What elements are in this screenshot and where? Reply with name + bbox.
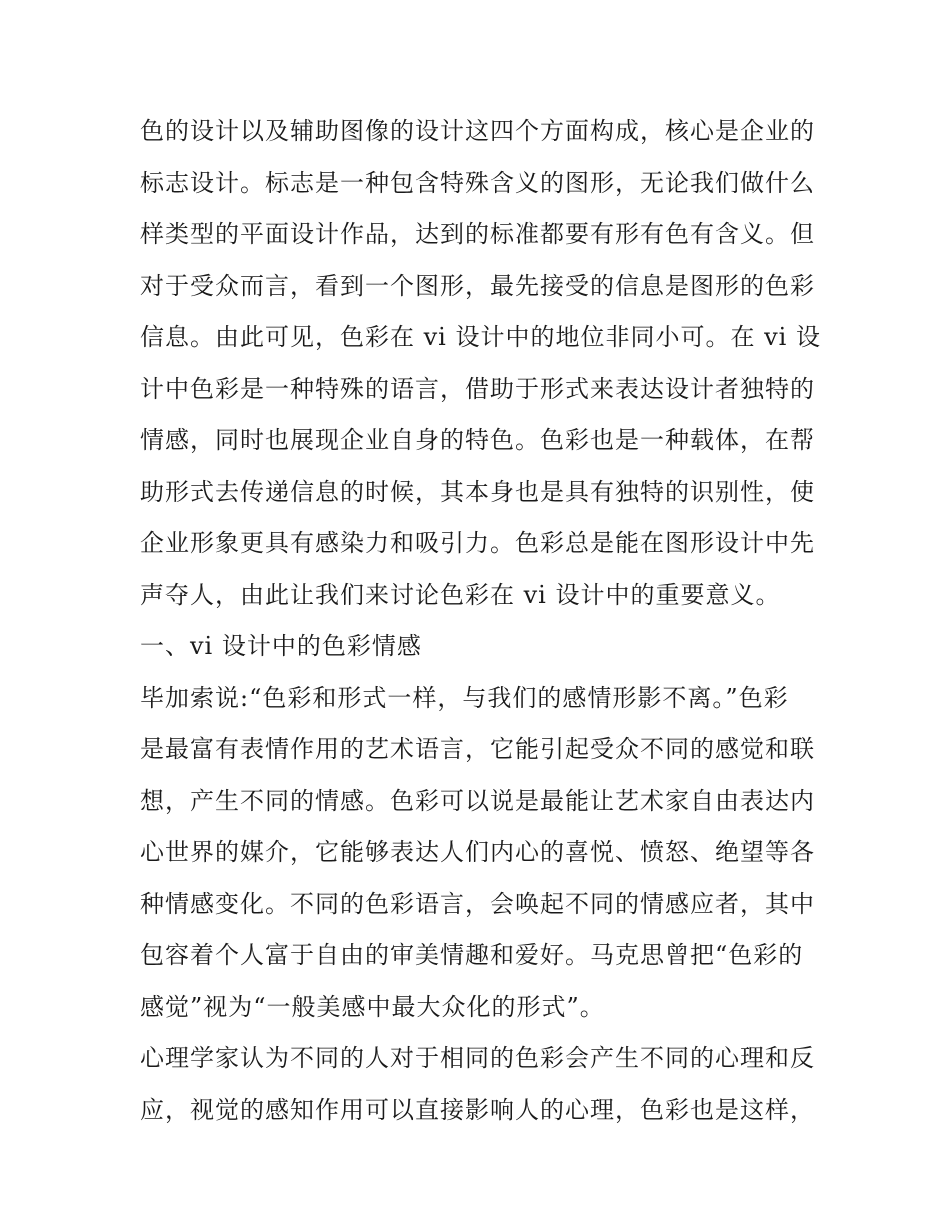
text-line: 情感，同时也展现企业自身的特色。色彩也是一种载体，在帮: [140, 426, 815, 454]
text-line: 样类型的平面设计作品，达到的标准都要有形有色有含义。但: [140, 220, 815, 248]
text-line: 是最富有表情作用的艺术语言，它能引起受众不同的感觉和联: [140, 735, 815, 763]
text-line: 信息。由此可见，色彩在 vi 设计中的地位非同小可。在 vi 设: [140, 323, 821, 351]
text-line: 对于受众而言，看到一个图形，最先接受的信息是图形的色彩: [140, 271, 815, 300]
text-line: 应，视觉的感知作用可以直接影响人的心理，色彩也是这样，: [140, 1095, 815, 1124]
section-heading: 一、vi 设计中的色彩情感: [140, 632, 422, 660]
text-line: 标志设计。标志是一种包含特殊含义的图形，无论我们做什么: [140, 168, 815, 197]
text-line: 心世界的媒介，它能够表达人们内心的喜悦、愤怒、绝望等各: [140, 838, 815, 866]
text-line: 企业形象更具有感染力和吸引力。色彩总是能在图形设计中先: [140, 529, 815, 557]
text-line: 色的设计以及辅助图像的设计这四个方面构成，核心是企业的: [140, 117, 815, 145]
text-line: 毕加索说:“色彩和形式一样，与我们的感情形影不离。”色彩: [140, 683, 789, 712]
text-line: 种情感变化。不同的色彩语言，会唤起不同的情感应者，其中: [140, 889, 815, 918]
text-line: 包容着个人富于自由的审美情趣和爱好。马克思曾把“色彩的: [140, 941, 804, 969]
text-line: 心理学家认为不同的人对于相同的色彩会产生不同的心理和反: [140, 1044, 815, 1072]
text-line: 感觉”视为“一般美感中最大众化的形式”。: [140, 992, 605, 1021]
text-line: 计中色彩是一种特殊的语言，借助于形式来表达设计者独特的: [140, 374, 815, 403]
text-line: 想，产生不同的情感。色彩可以说是最能让艺术家自由表达内: [140, 786, 815, 815]
text-line: 助形式去传递信息的时候，其本身也是具有独特的识别性，使: [140, 477, 815, 506]
text-line: 声夺人，由此让我们来讨论色彩在 vi 设计中的重要意义。: [140, 580, 781, 609]
body-text: [140, 106, 820, 1136]
